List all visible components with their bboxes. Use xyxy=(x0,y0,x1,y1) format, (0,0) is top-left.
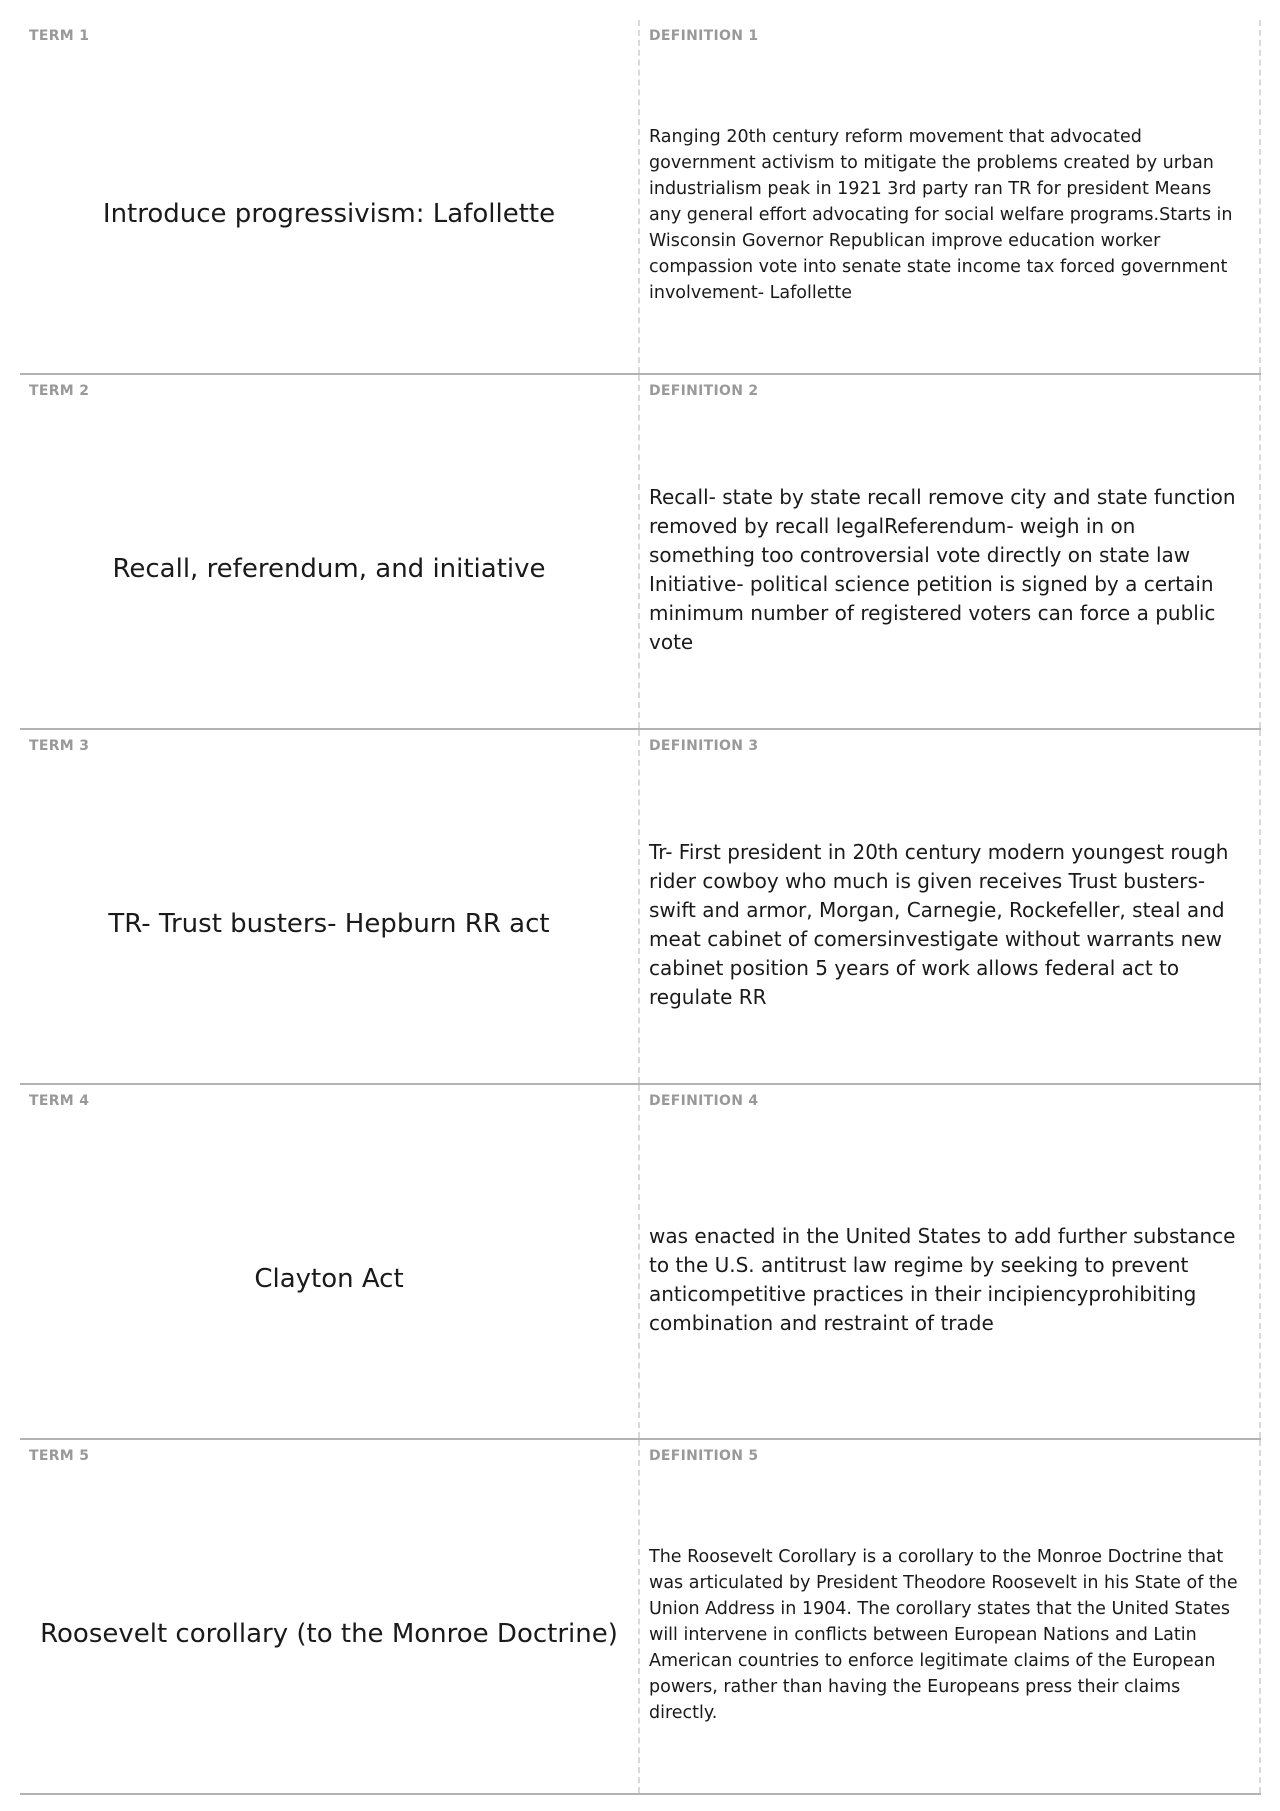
flashcard-row-3 xyxy=(20,730,1261,1085)
term-label: TERM 5 xyxy=(29,1448,90,1464)
term-text: Recall, referendum, and initiative xyxy=(112,554,546,585)
term-body xyxy=(20,411,638,728)
definition-body xyxy=(649,1476,1247,1793)
term-text: TR- Trust busters- Hepburn RR act xyxy=(108,909,550,940)
flashcard-row-5 xyxy=(20,1440,1261,1795)
definition-label: DEFINITION 2 xyxy=(649,383,759,399)
definition-cell xyxy=(640,1440,1261,1793)
term-body xyxy=(20,56,638,373)
definition-cell xyxy=(640,375,1261,728)
term-cell xyxy=(20,375,640,728)
term-text: Introduce progressivism: Lafollette xyxy=(102,199,556,230)
flashcard-row-2 xyxy=(20,375,1261,730)
definition-label: DEFINITION 5 xyxy=(649,1448,759,1464)
definition-label: DEFINITION 1 xyxy=(649,28,759,44)
term-body xyxy=(20,766,638,1083)
definition-body xyxy=(649,766,1247,1083)
definition-text: Tr- First president in 20th century modern youngest rough rider cowboy who much is given receives Trust busters- swift and armor, Morgan, Carnegie, Rockefeller, steal and meat cabinet of comersinvestigate without warrants new cabinet position 5 years of work allows federal act to regulate RR xyxy=(649,839,1229,1009)
term-cell xyxy=(20,1440,640,1793)
definition-cell xyxy=(640,730,1261,1083)
definition-body xyxy=(649,56,1247,373)
definition-label: DEFINITION 3 xyxy=(649,738,759,754)
definition-text: The Roosevelt Corollary is a corollary to the Monroe Doctrine that was articulated by President Theodore Roosevelt in his State of the Union Address in 1904. The corollary states that the United States will intervene in conflicts between European Nations and Latin American countries to enforce legitimate claims of the European powers, rather than having the Europeans press their claims directly. xyxy=(649,1546,1238,1723)
flashcard-sheet xyxy=(20,20,1261,1803)
definition-cell xyxy=(640,20,1261,373)
term-text: Roosevelt corollary (to the Monroe Doctrine) xyxy=(40,1619,618,1650)
term-text: Clayton Act xyxy=(254,1264,404,1295)
definition-body xyxy=(649,1121,1247,1438)
flashcard-row-4 xyxy=(20,1085,1261,1440)
term-label: TERM 3 xyxy=(29,738,90,754)
definition-label: DEFINITION 4 xyxy=(649,1093,759,1109)
term-label: TERM 2 xyxy=(29,383,90,399)
term-cell xyxy=(20,20,640,373)
definition-text: Ranging 20th century reform movement that advocated government activism to mitigate the problems created by urban industrialism peak in 1921 3rd party ran TR for president Means any general effort advocating for social welfare programs.Starts in Wisconsin Governor Republican improve education worker compassion vote into senate state income tax forced government involvement- Lafollette xyxy=(649,126,1233,303)
term-body xyxy=(20,1476,638,1793)
term-cell xyxy=(20,1085,640,1438)
term-body xyxy=(20,1121,638,1438)
definition-cell xyxy=(640,1085,1261,1438)
term-label: TERM 4 xyxy=(29,1093,90,1109)
term-cell xyxy=(20,730,640,1083)
definition-body xyxy=(649,411,1247,728)
term-label: TERM 1 xyxy=(29,28,90,44)
flashcard-row-1 xyxy=(20,20,1261,375)
definition-text: was enacted in the United States to add further substance to the U.S. antitrust law regime by seeking to prevent anticompetitive practices in their incipiencyprohibiting combination and restraint of trade xyxy=(649,1223,1236,1335)
definition-text: Recall- state by state recall remove city and state function removed by recall legalReferendum- weigh in on something too controversial vote directly on state law Initiative- political science petition is signed by a certain minimum number of registered voters can force a public vote xyxy=(649,484,1236,654)
